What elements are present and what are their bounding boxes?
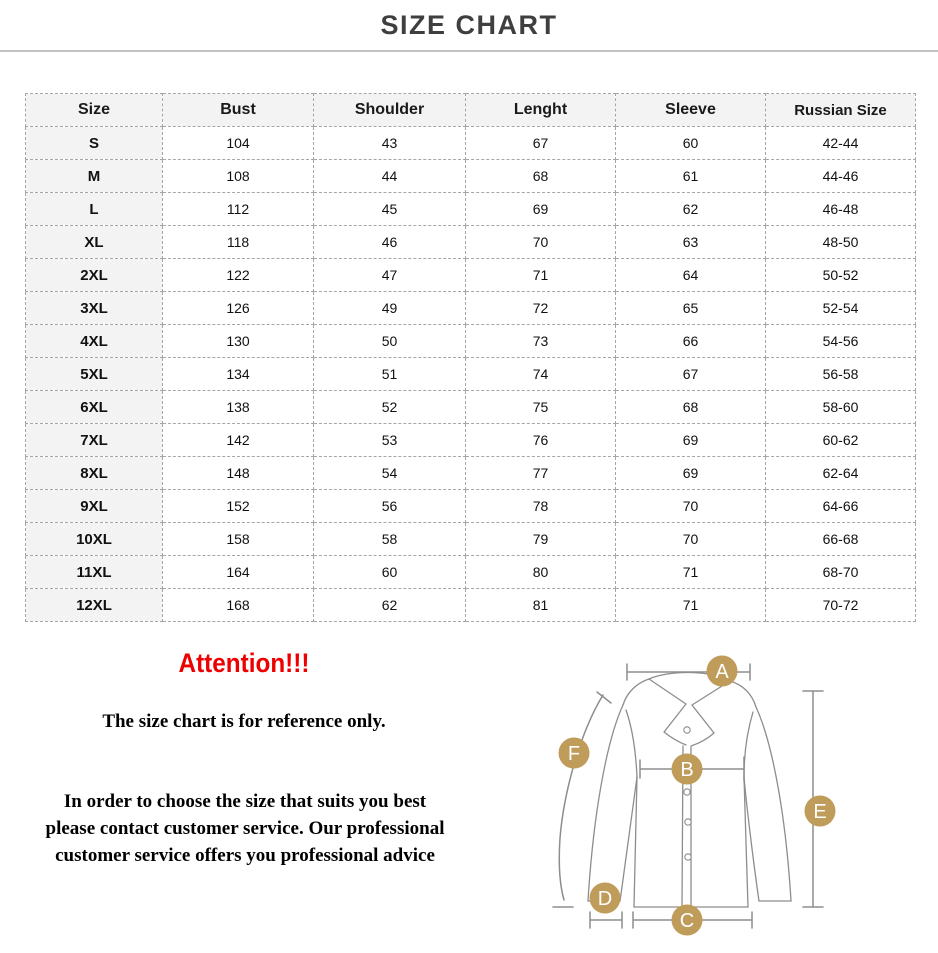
measurement-value-cell: 56-58 bbox=[766, 358, 916, 391]
measurement-value-cell: 70 bbox=[616, 523, 766, 556]
measurement-value-cell: 65 bbox=[616, 292, 766, 325]
measurement-value-cell: 134 bbox=[163, 358, 314, 391]
marker-e-label: E bbox=[813, 801, 827, 823]
measurement-value-cell: 76 bbox=[466, 424, 616, 457]
marker-f bbox=[559, 738, 590, 769]
col-header-sleeve: Sleeve bbox=[616, 94, 766, 127]
advice-line-1: In order to choose the size that suits you best bbox=[63, 791, 427, 812]
measurement-value-cell: 56 bbox=[314, 490, 466, 523]
marker-d bbox=[590, 883, 621, 914]
size-table-body bbox=[26, 127, 916, 622]
measurement-value-cell: 62 bbox=[314, 589, 466, 622]
marker-a bbox=[707, 656, 738, 687]
advice-note bbox=[12, 788, 478, 869]
measurement-value-cell: 152 bbox=[163, 490, 314, 523]
collar-right-flap bbox=[691, 681, 730, 746]
col-header-bust: Bust bbox=[163, 94, 314, 127]
table-row bbox=[26, 193, 916, 226]
measurement-value-cell: 108 bbox=[163, 160, 314, 193]
table-row bbox=[26, 457, 916, 490]
table-row bbox=[26, 127, 916, 160]
measurement-value-cell: 66 bbox=[616, 325, 766, 358]
measurement-value-cell: 53 bbox=[314, 424, 466, 457]
measurement-value-cell: 62 bbox=[616, 193, 766, 226]
marker-d-label: D bbox=[597, 888, 613, 910]
right-sleeve-outer bbox=[756, 707, 791, 901]
measurement-value-cell: 58 bbox=[314, 523, 466, 556]
size-label-cell: 8XL bbox=[26, 457, 163, 490]
button-icon bbox=[684, 727, 690, 733]
measurement-value-cell: 70 bbox=[466, 226, 616, 259]
measurement-value-cell: 158 bbox=[163, 523, 314, 556]
measurement-value-cell: 62-64 bbox=[766, 457, 916, 490]
reference-note: The size chart is for reference only. bbox=[102, 711, 386, 732]
measurement-value-cell: 164 bbox=[163, 556, 314, 589]
measurement-value-cell: 168 bbox=[163, 589, 314, 622]
measurement-value-cell: 78 bbox=[466, 490, 616, 523]
measurement-value-cell: 70-72 bbox=[766, 589, 916, 622]
size-label-cell: S bbox=[26, 127, 163, 160]
measurement-value-cell: 69 bbox=[616, 424, 766, 457]
marker-c bbox=[672, 905, 703, 936]
table-row bbox=[26, 325, 916, 358]
measurement-value-cell: 60-62 bbox=[766, 424, 916, 457]
measurement-value-cell: 71 bbox=[466, 259, 616, 292]
shirt-measurement-diagram bbox=[530, 630, 938, 953]
measurement-value-cell: 49 bbox=[314, 292, 466, 325]
table-row bbox=[26, 259, 916, 292]
page-title: SIZE CHART bbox=[380, 10, 558, 40]
button-icon bbox=[684, 789, 690, 795]
title-divider bbox=[0, 50, 938, 52]
marker-a-label: A bbox=[715, 661, 729, 683]
measurement-value-cell: 54 bbox=[314, 457, 466, 490]
measurement-value-cell: 64-66 bbox=[766, 490, 916, 523]
measurement-value-cell: 66-68 bbox=[766, 523, 916, 556]
attention-heading: Attention!!! bbox=[178, 648, 310, 678]
table-row bbox=[26, 589, 916, 622]
measure-line-d-cuff bbox=[590, 912, 622, 928]
measurement-value-cell: 68 bbox=[616, 391, 766, 424]
table-row bbox=[26, 424, 916, 457]
size-label-cell: 4XL bbox=[26, 325, 163, 358]
measurement-value-cell: 50-52 bbox=[766, 259, 916, 292]
size-label-cell: 10XL bbox=[26, 523, 163, 556]
measurement-value-cell: 118 bbox=[163, 226, 314, 259]
col-header-length: Lenght bbox=[466, 94, 616, 127]
measurement-value-cell: 69 bbox=[466, 193, 616, 226]
size-label-cell: 3XL bbox=[26, 292, 163, 325]
size-label-cell: 5XL bbox=[26, 358, 163, 391]
right-armhole-seam bbox=[744, 712, 753, 777]
table-row bbox=[26, 160, 916, 193]
measurement-value-cell: 61 bbox=[616, 160, 766, 193]
shirt-buttons bbox=[684, 727, 691, 860]
measurement-value-cell: 126 bbox=[163, 292, 314, 325]
measurement-value-cell: 47 bbox=[314, 259, 466, 292]
measurement-value-cell: 45 bbox=[314, 193, 466, 226]
measurement-value-cell: 67 bbox=[466, 127, 616, 160]
measurement-value-cell: 81 bbox=[466, 589, 616, 622]
advice-line-3: customer service offers you professional advice bbox=[55, 845, 435, 866]
measurement-value-cell: 122 bbox=[163, 259, 314, 292]
measurement-value-cell: 73 bbox=[466, 325, 616, 358]
table-row bbox=[26, 490, 916, 523]
measurement-value-cell: 130 bbox=[163, 325, 314, 358]
measurement-value-cell: 77 bbox=[466, 457, 616, 490]
marker-e bbox=[805, 796, 836, 827]
size-label-cell: 12XL bbox=[26, 589, 163, 622]
measurement-value-cell: 54-56 bbox=[766, 325, 916, 358]
measurement-value-cell: 63 bbox=[616, 226, 766, 259]
table-row bbox=[26, 556, 916, 589]
table-row bbox=[26, 523, 916, 556]
left-shoulder bbox=[623, 679, 649, 705]
size-label-cell: 7XL bbox=[26, 424, 163, 457]
measurement-value-cell: 104 bbox=[163, 127, 314, 160]
measure-line-f-sleeve bbox=[553, 692, 611, 907]
col-header-russian-size: Russian Size bbox=[766, 94, 916, 127]
measurement-value-cell: 60 bbox=[616, 127, 766, 160]
measurement-value-cell: 80 bbox=[466, 556, 616, 589]
button-icon bbox=[685, 854, 691, 860]
col-header-shoulder: Shoulder bbox=[314, 94, 466, 127]
table-row bbox=[26, 226, 916, 259]
measurement-value-cell: 138 bbox=[163, 391, 314, 424]
table-row bbox=[26, 391, 916, 424]
measurement-value-cell: 112 bbox=[163, 193, 314, 226]
measurement-value-cell: 142 bbox=[163, 424, 314, 457]
marker-b-label: B bbox=[680, 759, 694, 781]
measurement-value-cell: 51 bbox=[314, 358, 466, 391]
marker-f-label: F bbox=[567, 743, 581, 765]
right-shoulder bbox=[730, 681, 756, 707]
measurement-value-cell: 52 bbox=[314, 391, 466, 424]
measurement-value-cell: 69 bbox=[616, 457, 766, 490]
marker-c-label: C bbox=[679, 910, 695, 932]
measurement-value-cell: 148 bbox=[163, 457, 314, 490]
measurement-value-cell: 71 bbox=[616, 589, 766, 622]
size-label-cell: 2XL bbox=[26, 259, 163, 292]
measurement-value-cell: 68-70 bbox=[766, 556, 916, 589]
measurement-value-cell: 46 bbox=[314, 226, 466, 259]
advice-line-2: please contact customer service. Our professional bbox=[45, 818, 445, 839]
measurement-value-cell: 48-50 bbox=[766, 226, 916, 259]
button-icon bbox=[685, 819, 691, 825]
measurement-value-cell: 75 bbox=[466, 391, 616, 424]
size-label-cell: 11XL bbox=[26, 556, 163, 589]
table-header-row bbox=[26, 94, 916, 127]
col-header-size: Size bbox=[26, 94, 163, 127]
marker-b bbox=[672, 754, 703, 785]
left-sleeve-outer bbox=[588, 705, 623, 901]
size-label-cell: M bbox=[26, 160, 163, 193]
measurement-value-cell: 71 bbox=[616, 556, 766, 589]
measurement-value-cell: 50 bbox=[314, 325, 466, 358]
measurement-value-cell: 68 bbox=[466, 160, 616, 193]
measurement-value-cell: 60 bbox=[314, 556, 466, 589]
size-label-cell: 9XL bbox=[26, 490, 163, 523]
measurement-value-cell: 43 bbox=[314, 127, 466, 160]
left-armhole-seam bbox=[626, 710, 637, 777]
measurement-value-cell: 70 bbox=[616, 490, 766, 523]
measurement-value-cell: 64 bbox=[616, 259, 766, 292]
size-label-cell: L bbox=[26, 193, 163, 226]
measurement-value-cell: 52-54 bbox=[766, 292, 916, 325]
size-label-cell: XL bbox=[26, 226, 163, 259]
measurement-value-cell: 72 bbox=[466, 292, 616, 325]
measurement-value-cell: 42-44 bbox=[766, 127, 916, 160]
measurement-value-cell: 74 bbox=[466, 358, 616, 391]
table-row bbox=[26, 358, 916, 391]
measurement-value-cell: 44-46 bbox=[766, 160, 916, 193]
measurement-value-cell: 67 bbox=[616, 358, 766, 391]
table-row bbox=[26, 292, 916, 325]
measurement-value-cell: 58-60 bbox=[766, 391, 916, 424]
measurement-value-cell: 44 bbox=[314, 160, 466, 193]
collar-left-flap bbox=[649, 679, 686, 745]
measurement-value-cell: 79 bbox=[466, 523, 616, 556]
measurement-value-cell: 46-48 bbox=[766, 193, 916, 226]
size-table bbox=[25, 93, 916, 622]
size-label-cell: 6XL bbox=[26, 391, 163, 424]
